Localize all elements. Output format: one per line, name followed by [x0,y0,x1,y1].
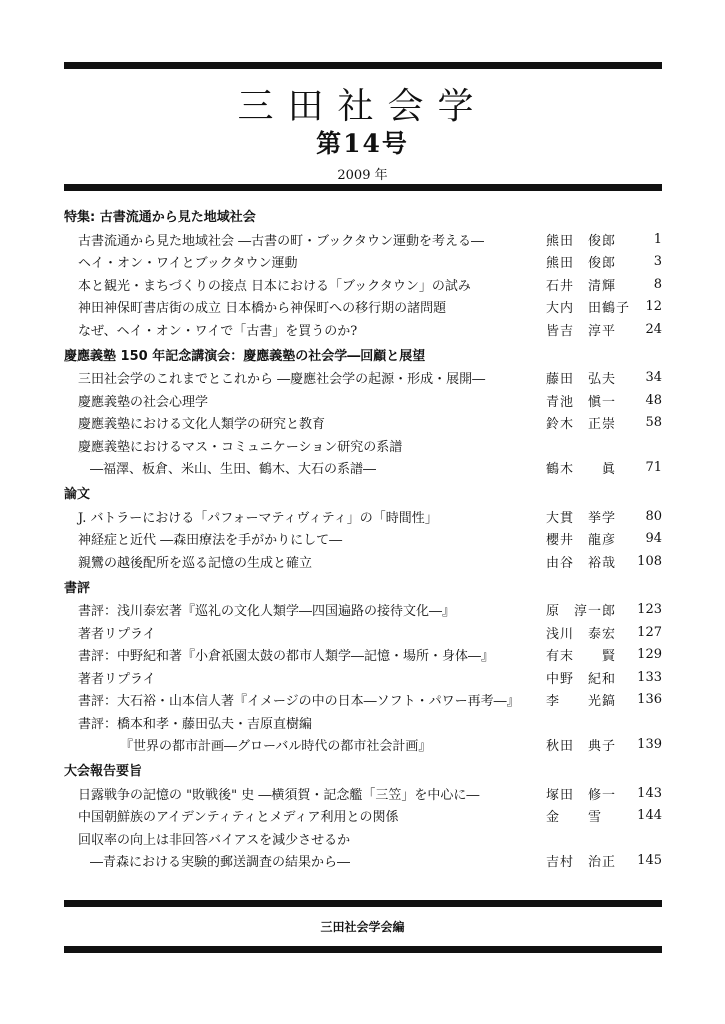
entry-title: ヘイ・オン・ワイとブックタウン運動 [78,256,298,272]
toc-entry[interactable] [64,805,662,828]
toc-section [64,579,662,757]
entry-page: 144 [637,808,662,824]
entry-page: 48 [645,392,662,408]
toc-entry[interactable] [64,251,662,274]
entry-page: 71 [645,460,662,476]
toc-entry[interactable] [64,389,662,412]
entry-page: 108 [637,553,662,569]
entry-title: 中国朝鮮族のアイデンティティとメディア利用との関係 [78,810,399,826]
entry-author: 熊田 俊郎 [546,233,617,249]
toc-section [64,485,662,573]
entry-title: J. バトラーにおける「パフォーマティヴィティ」の「時間性」 [78,510,438,526]
entry-page: 58 [645,415,662,431]
toc-entry[interactable] [64,644,662,667]
entry-title: 神田神保町書店街の成立 日本橋から神保町への移行期の諸問題 [78,301,447,317]
entry-author: 塚田 修一 [546,787,617,803]
entry-author: 鈴木 正崇 [546,417,617,433]
entry-page: 3 [653,254,662,270]
issue-year: 2009 年 [337,168,388,183]
toc-section [64,347,662,480]
entry-page: 136 [637,692,662,708]
section-heading: 大会報告要旨 [64,764,143,779]
entry-page: 139 [637,737,662,753]
entry-page: 129 [637,647,662,663]
toc-entry[interactable] [64,228,662,251]
toc-entry[interactable] [64,711,662,734]
entry-page: 1 [653,231,662,247]
section-heading: 特集: 古書流通から見た地域社会 [64,210,256,225]
journal-title: 三田社会学 [237,86,488,127]
toc-entry[interactable] [64,434,662,457]
entry-author: 石井 清輝 [546,278,617,294]
entry-title: 回収率の向上は非回答バイアスを減少させるか [78,832,351,848]
toc-entry[interactable] [64,367,662,390]
entry-title: 慶應義塾の社会心理学 [78,394,209,410]
masthead-bottom-rule [64,184,662,191]
entry-title: 『世界の都市計画―グローバル時代の都市社会計画』 [120,739,432,755]
entry-page: 24 [645,321,662,337]
toc-section [64,208,662,341]
entry-page: 94 [645,531,662,547]
section-heading: 書評 [64,580,91,596]
entry-author: 李 光鎬 [546,694,617,710]
entry-author: 熊田 俊郎 [546,256,617,272]
footer-top-rule [64,900,662,907]
toc-entry[interactable] [64,621,662,644]
entry-title: 親鸞の越後配所を巡る記憶の生成と確立 [78,555,313,571]
toc-entry[interactable] [64,689,662,712]
entry-title: 書評：橋本和孝・藤田弘夫・吉原直樹編 [78,716,313,732]
toc-entry[interactable] [64,457,662,480]
entry-author: 大貫 挙学 [546,510,617,526]
entry-page: 12 [645,299,662,315]
entry-title: 慶應義塾におけるマス・コミュニケーション研究の系譜 [78,439,403,455]
toc-entry[interactable] [64,412,662,435]
footer-bottom-rule [64,946,662,953]
entry-author: 吉村 治正 [546,855,617,871]
toc-entry[interactable] [64,782,662,805]
entry-page: 8 [653,276,662,292]
entry-author: 大内 田鶴子 [546,301,631,317]
toc-entry[interactable] [64,850,662,873]
entry-author: 鶴木 眞 [546,462,617,478]
entry-title: 慶應義塾における文化人類学の研究と教育 [78,417,326,433]
entry-page: 80 [645,508,662,524]
toc-entry[interactable] [64,273,662,296]
entry-title: 神経症と近代 ―森田療法を手がかりにして― [78,533,343,549]
entry-page: 34 [645,370,662,386]
toc-entry[interactable] [64,318,662,341]
toc-entry[interactable] [64,734,662,757]
entry-title: 書評：大石裕・山本信人著『イメージの中の日本―ソフト・パワー再考―』 [78,694,520,710]
entry-title: 書評：浅川泰宏著『巡礼の文化人類学―四国遍路の接待文化―』 [78,604,456,620]
entry-author: 有末 賢 [546,649,617,665]
entry-title: 日露戦争の記憶の "敗戦後" 史 ―横須賀・記念艦「三笠」を中心に― [78,787,480,803]
entry-page: 127 [637,624,662,640]
entry-author: 秋田 典子 [546,739,617,755]
entry-title: 著者リプライ [78,671,156,687]
issue-number: 第14号 [316,129,409,158]
entry-author: 由谷 裕哉 [546,555,617,571]
toc-section [64,762,662,872]
toc-entry[interactable] [64,528,662,551]
entry-author: 櫻井 龍彦 [546,533,617,549]
top-rule [64,62,662,69]
entry-author: 青池 愼一 [546,394,617,410]
entry-page: 145 [637,853,662,869]
toc-entry[interactable] [64,666,662,689]
entry-page: 123 [637,602,662,618]
entry-title: 本と観光・まちづくりの接点 日本における「ブックタウン」の試み [78,278,471,294]
entry-author: 藤田 弘夫 [546,372,617,388]
entry-title: 著者リプライ [78,626,156,642]
section-heading: 論文 [64,487,91,502]
entry-author: 皆吉 淳平 [546,323,617,339]
entry-title: ―福澤、板倉、米山、生田、鶴木、大石の系譜― [90,462,377,478]
toc-entry[interactable] [64,827,662,850]
editor-credit: 三田社会学会編 [320,920,405,934]
entry-author: 浅川 泰宏 [546,626,617,642]
entry-title: ―青森における実験的郵送調査の結果から― [90,855,351,871]
toc-entry[interactable] [64,599,662,622]
toc-entry[interactable] [64,296,662,319]
entry-title: 書評：中野紀和著『小倉祇園太鼓の都市人類学―記憶・場所・身体―』 [78,649,495,665]
toc-entry[interactable] [64,550,662,573]
entry-title: 古書流通から見た地域社会 ―古書の町・ブックタウン運動を考える― [78,233,484,249]
section-heading: 慶應義塾 150 年記念講演会：慶應義塾の社会学―回顧と展望 [64,348,426,364]
entry-author: 金 雪 [546,810,603,826]
table-of-contents [64,208,662,878]
entry-page: 133 [637,669,662,685]
entry-title: 三田社会学のこれまでとこれから ―慶應社会学の起源・形成・展開― [78,372,486,388]
entry-page: 143 [637,785,662,801]
entry-author: 中野 紀和 [546,671,617,687]
entry-title: なぜ、ヘイ・オン・ワイで「古書」を買うのか? [78,323,358,339]
toc-entry[interactable] [64,505,662,528]
entry-author: 原 淳一郎 [546,604,617,620]
